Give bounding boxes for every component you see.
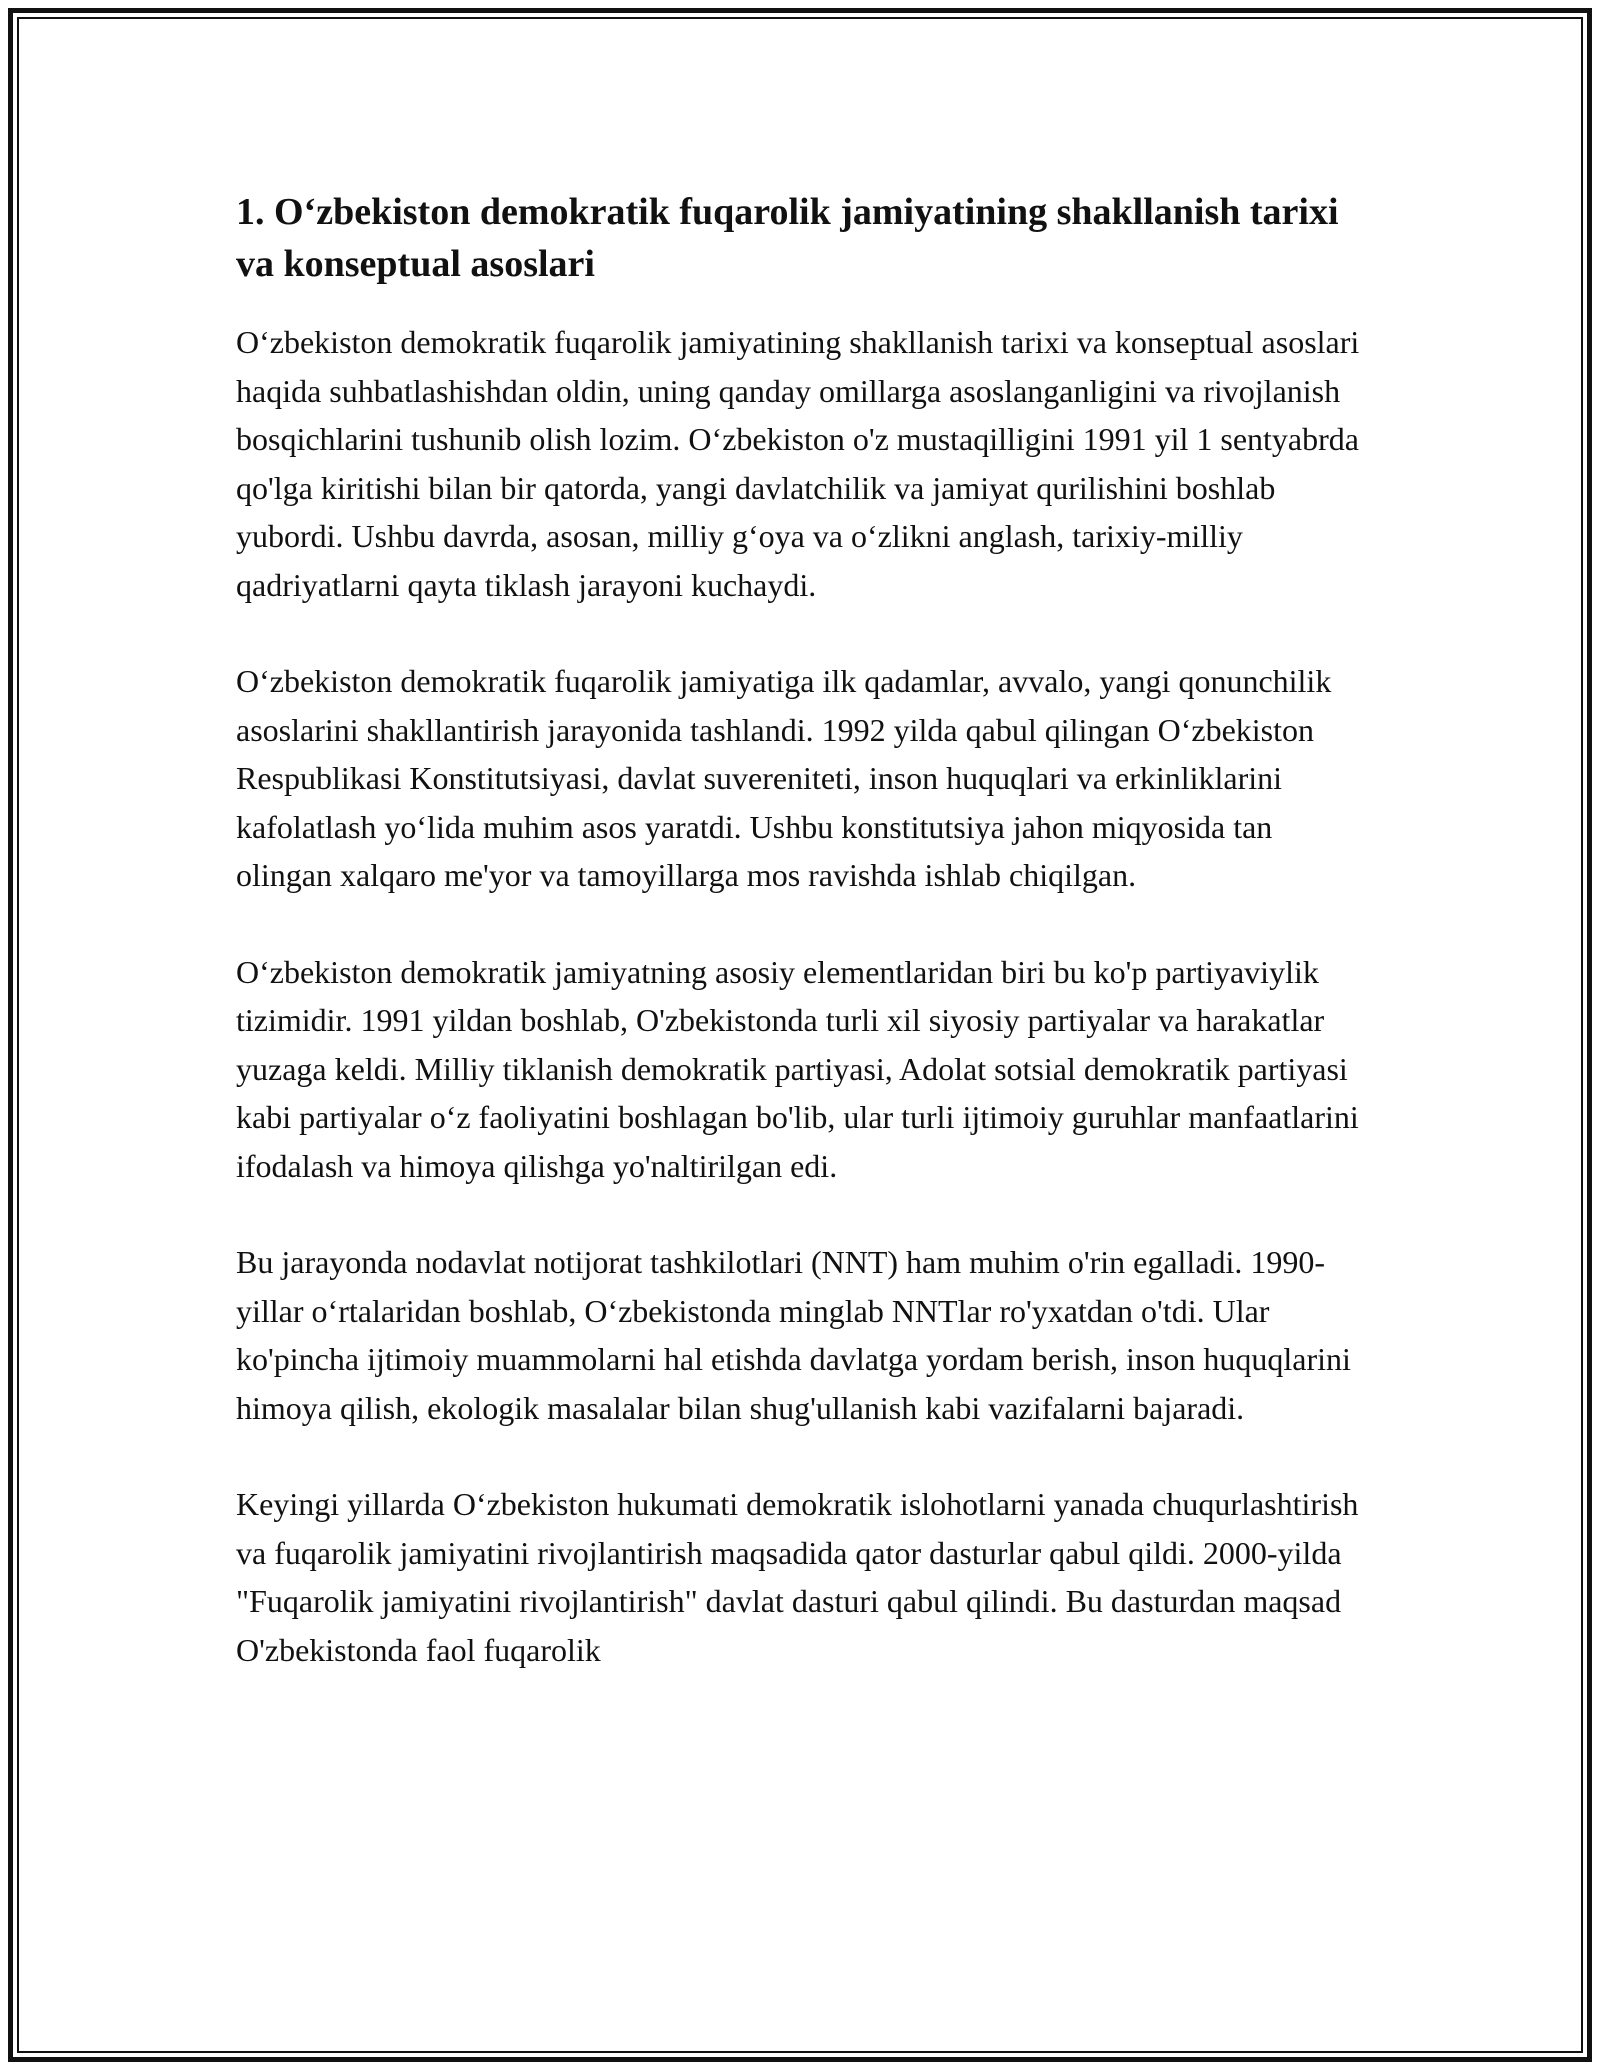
paragraph: O‘zbekiston demokratik fuqarolik jamiyatiga ilk qadamlar, avvalo, yangi qonunchilik asoslarini shakllantirish jarayonida tashlandi. 1992 yilda qabul qilingan O‘zbekiston Respublikasi Konstitutsiyasi, davlat suvereniteti, inson huquqlari va erkinliklarini kafolatlash yo‘lida muhim asos yaratdi. Ushbu konstitutsiya jahon miqyosida tan olingan xalqaro me'yor va tamoyillarga mos ravishda ishlab chiqilgan. — [236, 663, 1332, 893]
document-body — [236, 186, 1366, 1722]
paragraph: O‘zbekiston demokratik fuqarolik jamiyatining shakllanish tarixi va konseptual asoslari haqida suhbatlashishdan oldin, uning qanday omillarga asoslanganligini va rivojlanish bosqichlarini tushunib olish lozim. O‘zbekiston o'z mustaqilligini 1991 yil 1 sentyabrda qo'lga kiritishi bilan bir qatorda, yangi davlatchilik va jamiyat qurilishini boshlab yubordi. Ushbu davrda, asosan, milliy g‘oya va o‘zlikni anglash, tarixiy-milliy qadriyatlarni qayta tiklash jarayoni kuchaydi. — [236, 324, 1360, 603]
paragraph: Keyingi yillarda O‘zbekiston hukumati demokratik islohotlarni yanada chuqurlashtirish va fuqarolik jamiyatini rivojlantirish maqsadida qator dasturlar qabul qildi. 2000-yilda "Fuqarolik jamiyatini rivojlantirish" davlat dasturi qabul qilindi. Bu dasturdan maqsad O'zbekistonda faol fuqarolik — [236, 1486, 1359, 1668]
paragraph: Bu jarayonda nodavlat notijorat tashkilotlari (NNT) ham muhim o'rin egalladi. 1990-yillar o‘rtalaridan boshlab, O‘zbekistonda minglab NNTlar ro'yxatdan o'tdi. Ular ko'pincha ijtimoiy muammolarni hal etishda davlatga yordam berish, inson huquqlarini himoya qilish, ekologik masalalar bilan shug'ullanish kabi vazifalarni bajaradi. — [236, 1244, 1351, 1426]
paragraph: O‘zbekiston demokratik jamiyatning asosiy elementlaridan biri bu ko'p partiyaviylik tizimidir. 1991 yildan boshlab, O'zbekistonda turli xil siyosiy partiyalar va harakatlar yuzaga keldi. Milliy tiklanish demokratik partiyasi, Adolat sotsial demokratik partiyasi kabi partiyalar o‘z faoliyatini boshlagan bo'lib, ular turli ijtimoiy guruhlar manfaatlarini ifodalash va himoya qilishga yo'naltirilgan edi. — [236, 953, 1359, 1184]
document-title: 1. O‘zbekiston demokratik fuqarolik jamiyatining shakllanish tarixi va konseptual asoslari — [236, 191, 1339, 285]
